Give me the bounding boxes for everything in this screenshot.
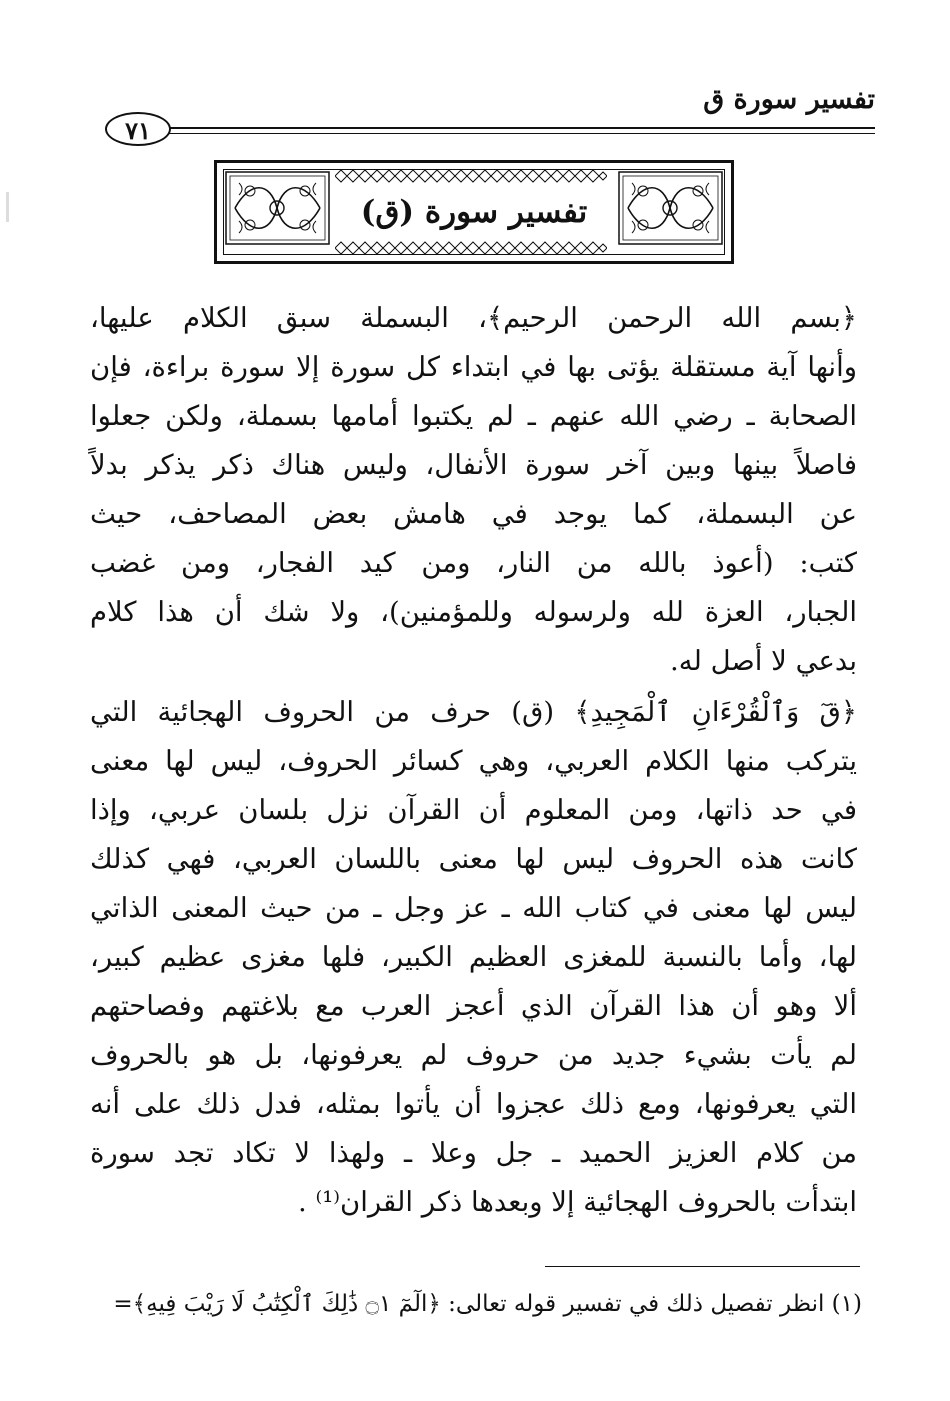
surah-title-frame [214, 160, 734, 264]
arabesque-ornament-right [618, 171, 723, 245]
body-line: لم يأت بشيء جديد من حروف لم يعرفونها، بل هو بالحروف [90, 1039, 857, 1071]
body-line: ليس لها معنى في كتاب الله ـ عز وجل ـ من حيث المعنى الذاتي [90, 892, 857, 924]
diamond-border-bottom [335, 241, 607, 255]
page-number: ٧١ [105, 112, 171, 146]
body-line: يتركب منها الكلام العربي، وهي كسائر الحروف، ليس لها معنى [90, 745, 857, 777]
body-line: الجبار، العزة لله ولرسوله وللمؤمنين)، ولا شك أن هذا كلام [90, 596, 857, 628]
running-title: تفسير سورة ق [703, 84, 875, 115]
body-line: في حد ذاتها، ومن المعلوم أن القرآن نزل بلسان عربي، وإذا [90, 794, 857, 826]
margin-mark [6, 192, 9, 222]
header-rule-thin [163, 133, 875, 134]
header-rule [163, 127, 875, 129]
arabesque-ornament-left [225, 171, 330, 245]
body-line: ابتدأت بالحروف الهجائية إلا وبعدها ذكر القران⁽¹⁾ . [298, 1186, 857, 1218]
body-line: كتب: (أعوذ بالله من النار، ومن كيد الفجار، ومن غضب [90, 547, 857, 579]
body-line: الصحابة ـ رضي الله عنهم ـ لم يكتبوا أمامها بسملة، ولكن جعلوا [90, 400, 857, 432]
body-line: من كلام العزيز الحميد ـ جل وعلا ـ ولهذا لا تكاد تجد سورة [90, 1137, 857, 1169]
body-line: التي يعرفونها، ومع ذلك عجزوا أن يأتوا بمثله، فدل ذلك على أنه [90, 1088, 857, 1120]
body-line: فاصلاً بينها وبين آخر سورة الأنفال، وليس هناك ذكر يذكر بدلاً [90, 449, 857, 481]
footnote-separator [545, 1266, 860, 1267]
body-line: ﴿بسم الله الرحمن الرحيم﴾، البسملة سبق الكلام عليها، [90, 302, 857, 334]
body-line: وأنها آية مستقلة يؤتى بها في ابتداء كل سورة إلا سورة براءة، فإن [90, 351, 857, 383]
body-line: ألا وهو أن هذا القرآن الذي أعجز العرب مع بلاغتهم وفصاحتهم [90, 990, 857, 1022]
body-line: بدعي لا أصل له. [669, 645, 857, 677]
body-line: ﴿قٓ وَٱلْقُرْءَانِ ٱلْمَجِيدِ﴾ (ق) حرف من الحروف الهجائية التي [90, 696, 857, 728]
body-line: كانت هذه الحروف ليس لها معنى باللسان العربي، فهي كذلك [90, 843, 857, 875]
body-line: عن البسملة، كما يوجد في هامش بعض المصاحف، حيث [90, 498, 857, 530]
footnote: (١) انظر تفصيل ذلك في تفسير قوله تعالى: ﴿الٓمٓ ۝١ ذَٰلِكَ ٱلْكِتَٰبُ لَا رَيْبَ فِيهِ﴾= [113, 1291, 862, 1317]
page-header [105, 78, 875, 148]
surah-title: تفسير سورة (ق) [360, 194, 588, 230]
diamond-border-top [335, 169, 607, 183]
body-line: لها، وأما بالنسبة للمغزى العظيم الكبير، فلها مغزى عظيم كبير، [90, 941, 857, 973]
